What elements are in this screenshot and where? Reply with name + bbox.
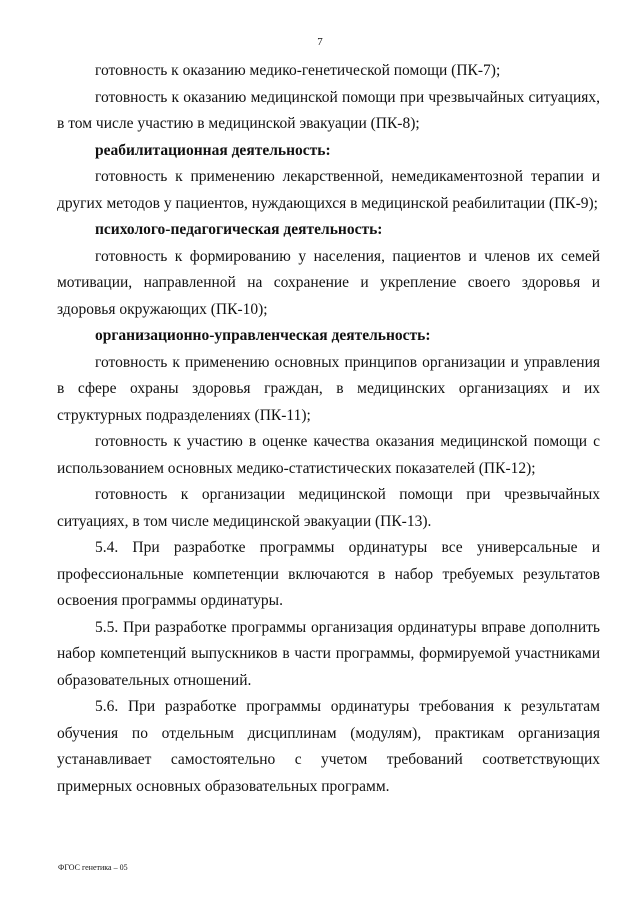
paragraph-pk7: готовность к оказанию медико-генетической помощи (ПК-7);: [95, 62, 501, 79]
paragraph-pk13: готовность к организации медицинской помощи при чрезвычайных ситуациях, в том числе медицинской эвакуации (ПК-13).: [57, 486, 600, 530]
section-heading-rehabilitation: реабилитационная деятельность:: [95, 141, 331, 159]
document-body: [57, 58, 600, 800]
paragraph-pk12: готовность к участию в оценке качества оказания медицинской помощи с использованием основных медико-статистических показателей (ПК-12);: [57, 433, 600, 477]
paragraph-5-4: 5.4. При разработке программы ординатуры все универсальные и профессиональные компетенции включаются в набор требуемых результатов освоения программы ординатуры.: [57, 539, 600, 609]
paragraph-pk11: готовность к применению основных принципов организации и управления в сфере охраны здоровья граждан, в медицинских организациях и их структурных подразделениях (ПК-11);: [57, 353, 600, 424]
page-number: 7: [317, 36, 323, 48]
paragraph-pk8: готовность к оказанию медицинской помощи при чрезвычайных ситуациях, в том числе участию в медицинской эвакуации (ПК-8);: [57, 88, 600, 132]
paragraph-5-6: 5.6. При разработке программы ординатуры требования к результатам обучения по отдельным дисциплинам (модулям), практикам организация устанавливает самостоятельно с учетом требований соответствующих примерных основных образовательных программ.: [57, 698, 600, 795]
footer-document-code: ФГОС генетика – 05: [58, 863, 128, 872]
section-heading-organizational: организационно-управленческая деятельность:: [95, 327, 431, 344]
paragraph-5-5: 5.5. При разработке программы организация ординатуры вправе дополнить набор компетенций выпускников в части программы, формируемой участниками образовательных отношений.: [57, 618, 600, 689]
paragraph-pk10: готовность к формированию у населения, пациентов и членов их семей мотивации, направленной на сохранение и укрепление своего здоровья и здоровья окружающих (ПК-10);: [57, 247, 600, 318]
section-heading-psycho-pedagogical: психолого-педагогическая деятельность:: [95, 221, 383, 238]
paragraph-pk9: готовность к применению лекарственной, немедикаментозной терапии и других методов у пациентов, нуждающихся в медицинской реабилитации (ПК-9);: [57, 168, 600, 212]
